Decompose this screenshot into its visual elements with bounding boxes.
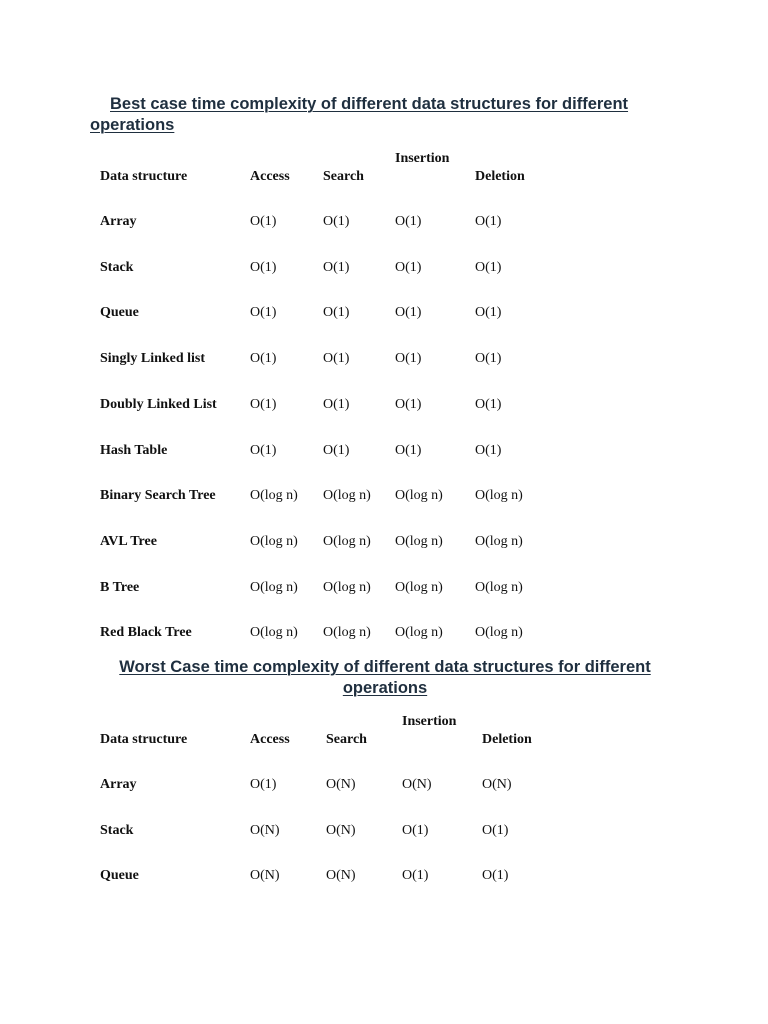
cell-insertion: O(1) <box>402 868 429 884</box>
cell-name: Binary Search Tree <box>100 488 216 504</box>
cell-access: O(1) <box>250 396 277 412</box>
cell-deletion: O(1) <box>475 259 502 275</box>
cell-insertion: O(1) <box>395 305 422 321</box>
cell-deletion: O(1) <box>475 305 502 321</box>
cell-access: O(N) <box>250 822 280 838</box>
cell-search: O(1) <box>323 305 350 321</box>
cell-search: O(1) <box>323 351 350 367</box>
cell-deletion: O(log n) <box>475 625 523 641</box>
cell-insertion: O(log n) <box>395 579 443 595</box>
header-data-structure: Data structure <box>100 732 188 747</box>
cell-insertion: O(1) <box>395 351 422 367</box>
cell-search: O(1) <box>323 396 350 412</box>
cell-name: AVL Tree <box>100 533 157 549</box>
cell-access: O(log n) <box>250 488 298 504</box>
cell-insertion: O(1) <box>395 214 422 229</box>
header-data-structure: Data structure <box>100 169 188 184</box>
cell-search: O(log n) <box>323 625 371 641</box>
cell-insertion: O(log n) <box>395 533 443 549</box>
best-case-heading: Best case time complexity of different data structures for different operations <box>90 95 629 134</box>
cell-name: Red Black Tree <box>100 625 192 641</box>
cell-deletion: O(1) <box>475 396 502 412</box>
cell-access: O(log n) <box>250 579 298 595</box>
cell-access: O(log n) <box>250 533 298 549</box>
header-access: Access <box>250 732 290 747</box>
cell-deletion: O(N) <box>482 777 512 792</box>
cell-insertion: O(1) <box>402 822 429 838</box>
cell-search: O(log n) <box>323 579 371 595</box>
cell-deletion: O(log n) <box>475 533 523 549</box>
cell-deletion: O(1) <box>475 214 502 229</box>
cell-name: Singly Linked list <box>100 351 206 367</box>
header-insertion: Insertion <box>402 714 457 729</box>
cell-name: Doubly Linked List <box>100 396 217 412</box>
cell-search: O(log n) <box>323 533 371 549</box>
cell-name: Array <box>100 777 137 792</box>
cell-search: O(1) <box>323 214 350 229</box>
cell-insertion: O(log n) <box>395 488 443 504</box>
cell-search: O(1) <box>323 259 350 275</box>
cell-insertion: O(1) <box>395 442 422 458</box>
cell-search: O(1) <box>323 442 350 458</box>
cell-access: O(log n) <box>250 625 298 641</box>
cell-search: O(N) <box>326 868 356 884</box>
cell-insertion: O(N) <box>402 777 432 792</box>
header-deletion: Deletion <box>475 169 525 184</box>
cell-search: O(log n) <box>323 488 371 504</box>
cell-access: O(1) <box>250 259 277 275</box>
cell-insertion: O(1) <box>395 396 422 412</box>
cell-name: Queue <box>100 868 139 884</box>
cell-name: B Tree <box>100 579 140 595</box>
cell-access: O(1) <box>250 777 277 792</box>
header-search: Search <box>323 169 364 184</box>
cell-deletion: O(log n) <box>475 579 523 595</box>
cell-deletion: O(log n) <box>475 488 523 504</box>
cell-deletion: O(1) <box>475 442 502 458</box>
cell-access: O(N) <box>250 868 280 884</box>
cell-name: Hash Table <box>100 442 168 458</box>
cell-name: Stack <box>100 259 134 275</box>
cell-deletion: O(1) <box>482 868 509 884</box>
cell-name: Array <box>100 214 137 229</box>
header-access: Access <box>250 169 290 184</box>
cell-deletion: O(1) <box>475 351 502 367</box>
cell-search: O(N) <box>326 822 356 838</box>
cell-deletion: O(1) <box>482 822 509 838</box>
header-search: Search <box>326 732 367 747</box>
cell-search: O(N) <box>326 777 356 792</box>
cell-access: O(1) <box>250 214 277 229</box>
header-insertion: Insertion <box>395 151 450 166</box>
cell-name: Stack <box>100 822 134 838</box>
cell-insertion: O(1) <box>395 259 422 275</box>
worst-case-heading: Worst Case time complexity of different data structures for different operations <box>119 658 651 697</box>
cell-access: O(1) <box>250 351 277 367</box>
cell-insertion: O(log n) <box>395 625 443 641</box>
cell-access: O(1) <box>250 442 277 458</box>
cell-name: Queue <box>100 305 139 321</box>
header-deletion: Deletion <box>482 732 532 747</box>
cell-access: O(1) <box>250 305 277 321</box>
